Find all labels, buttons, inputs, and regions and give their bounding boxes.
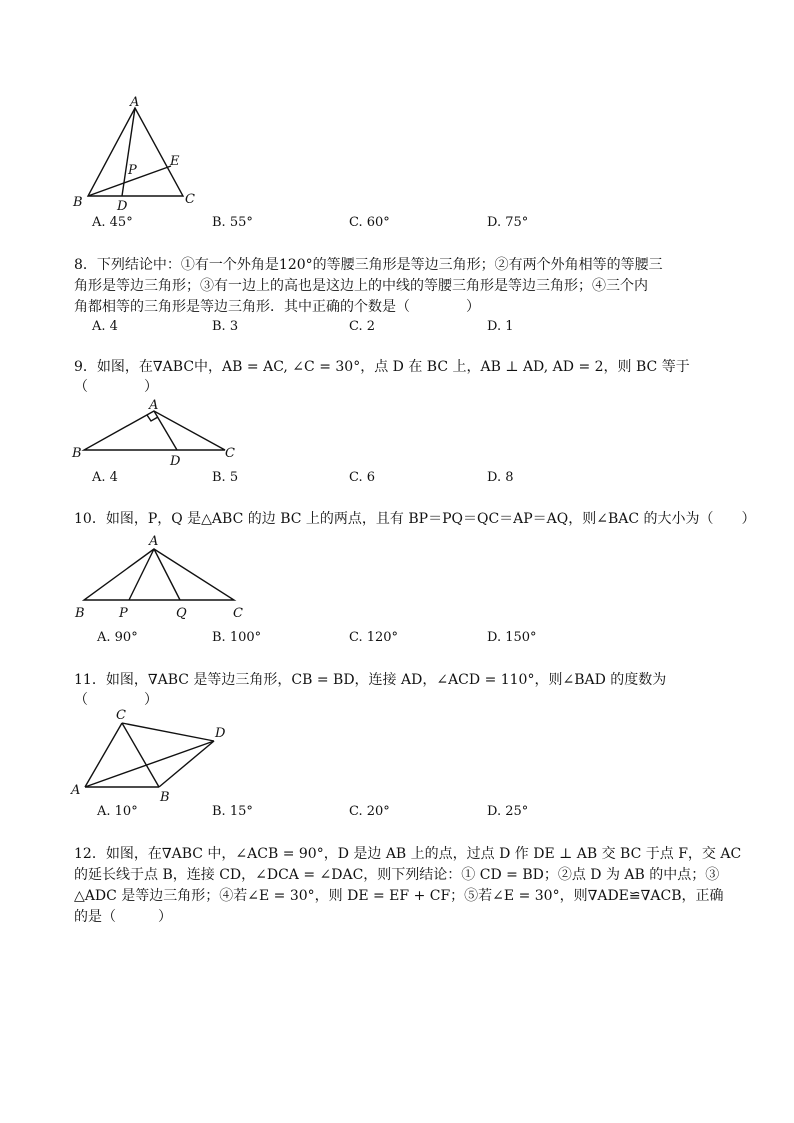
q9-label-d: D — [170, 454, 181, 469]
q10-choice-a: A. 90° — [97, 630, 138, 645]
q9-label-c: C — [225, 446, 235, 461]
q10-label-c: C — [233, 606, 243, 621]
q11-text-line-2: （ ） — [74, 692, 158, 708]
q11-choice-a: A. 10° — [97, 804, 138, 819]
q11-segment-bd — [159, 741, 214, 787]
q10-segment-ap — [129, 549, 154, 600]
q10-choice-c: C. 120° — [349, 630, 399, 645]
q8-text-line-2: 角形是等边三角形；③有一边上的高也是这边上的中线的等腰三角形是等边三角形；④三个内 — [74, 278, 648, 294]
q11-label-c: C — [116, 708, 126, 723]
q11-segment-ac — [85, 723, 122, 787]
q9-choice-b: B. 5 — [212, 470, 239, 485]
q7-label-e: E — [170, 154, 180, 169]
q12-text-line-4: 的是（ ） — [74, 909, 172, 925]
q10-label-q: Q — [176, 606, 187, 621]
q11-choice-c: C. 20° — [349, 804, 390, 819]
q7-choice-a: A. 45° — [92, 215, 133, 230]
q11-text-line-1: 11．如图，∇ABC 是等边三角形，CB = BD，连接 AD，∠ACD = 110°，则∠BAD 的度数为 — [74, 672, 667, 688]
q11-label-d: D — [215, 726, 226, 741]
q7-label-p: P — [128, 163, 137, 178]
q7-choice-b: B. 55° — [212, 215, 253, 230]
q8-choice-d: D. 1 — [487, 319, 514, 334]
q10-label-b: B — [75, 606, 85, 621]
q9-figure — [70, 397, 250, 467]
q12-text-line-1: 12．如图，在∇ABC 中，∠ACB = 90°，D 是边 AB 上的点，过点 D 作 DE ⊥ AB 交 BC 于点 F，交 AC — [74, 846, 742, 862]
q7-label-b: B — [73, 195, 83, 210]
q10-text-line-1: 10．如图，P，Q 是△ABC 的边 BC 上的两点，且有 BP＝PQ＝QC＝AP＝AQ，则∠BAC 的大小为（ ） — [74, 511, 756, 527]
q11-label-b: B — [160, 790, 170, 805]
q11-label-a: A — [71, 783, 81, 798]
q10-label-a: A — [149, 534, 159, 549]
q8-text-line-3: 角都相等的三角形是等边三角形．其中正确的个数是（ ） — [74, 299, 480, 315]
q7-label-d: D — [117, 199, 128, 214]
q11-segment-ad — [85, 741, 214, 787]
q9-choice-d: D. 8 — [487, 470, 514, 485]
q11-segment-cd — [122, 723, 214, 741]
q7-label-c: C — [185, 192, 195, 207]
q10-figure — [70, 533, 260, 623]
q9-text-line-2: （ ） — [74, 379, 158, 395]
q9-triangle-abc — [84, 411, 225, 450]
q10-triangle-abc — [84, 549, 234, 600]
q9-choice-c: C. 6 — [349, 470, 376, 485]
q8-choice-a: A. 4 — [92, 319, 118, 334]
q10-choice-d: D. 150° — [487, 630, 537, 645]
q8-text-line-1: 8．下列结论中：①有一个外角是120°的等腰三角形是等边三角形；②有两个外角相等的等腰三 — [74, 257, 663, 273]
q11-figure — [70, 705, 240, 805]
q10-label-p: P — [119, 606, 128, 621]
q11-segment-cb — [122, 723, 159, 787]
q9-label-b: B — [72, 446, 82, 461]
q10-choice-b: B. 100° — [212, 630, 262, 645]
q8-choice-b: B. 3 — [212, 319, 239, 334]
q7-triangle-abc — [88, 108, 183, 196]
q7-figure — [70, 95, 200, 215]
q9-text-line-1: 9．如图，在∇ABC中，AB = AC, ∠C = 30°，点 D 在 BC 上，AB ⊥ AD, AD = 2，则 BC 等于 — [74, 359, 690, 375]
q11-choice-d: D. 25° — [487, 804, 529, 819]
q7-choice-c: C. 60° — [349, 215, 390, 230]
q9-label-a: A — [149, 398, 159, 413]
q7-choice-d: D. 75° — [487, 215, 529, 230]
q7-label-a: A — [130, 95, 140, 110]
q11-choice-b: B. 15° — [212, 804, 253, 819]
q9-choice-a: A. 4 — [92, 470, 118, 485]
q12-text-line-2: 的延长线于点 B，连接 CD，∠DCA = ∠DAC，则下列结论：① CD = BD；②点 D 为 AB 的中点；③ — [74, 867, 720, 883]
q8-choice-c: C. 2 — [349, 319, 376, 334]
q12-text-line-3: △ADC 是等边三角形；④若∠E = 30°，则 DE = EF + CF；⑤若∠E = 30°，则∇ADE≌∇ACB，正确 — [74, 888, 724, 904]
